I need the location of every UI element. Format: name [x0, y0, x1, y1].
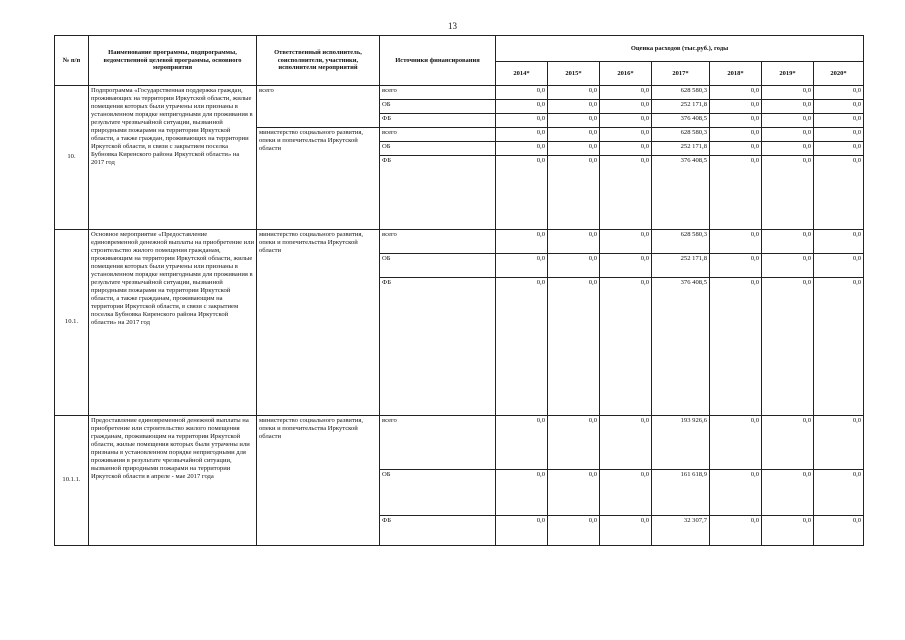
- header-year: 2016*: [600, 62, 652, 86]
- value-cell: 0,0: [600, 114, 652, 128]
- value-cell: 0,0: [762, 470, 814, 516]
- program-name: Основное мероприятие «Предоставление единовременной денежной выплаты на приобретение или строительство жилого помещения гражданам, проживающим на территории Иркутской области, жилые помещения которых были утрачены или признаны в установленном порядке непригодными для проживания в результате чрезвычайной ситуации, вызванной природными пожарами на территории Иркутской области, а также гражданам, проживающим на территории Иркутской области, в связи с закрытием поселка Бубновка Киренского района Иркутской области» на 2017 год: [89, 230, 257, 416]
- value-cell: 161 618,9: [652, 470, 710, 516]
- value-cell: 0,0: [814, 278, 864, 416]
- value-cell: 0,0: [496, 100, 548, 114]
- value-cell: 0,0: [496, 416, 548, 470]
- value-cell: 0,0: [600, 128, 652, 142]
- funding-source: всего: [380, 230, 496, 254]
- funding-source: ФБ: [380, 516, 496, 546]
- funding-source: ОБ: [380, 254, 496, 278]
- value-cell: 0,0: [710, 516, 762, 546]
- value-cell: 0,0: [548, 114, 600, 128]
- value-cell: 0,0: [762, 156, 814, 230]
- value-cell: 0,0: [814, 142, 864, 156]
- value-cell: 0,0: [710, 230, 762, 254]
- value-cell: 0,0: [600, 416, 652, 470]
- funding-source: всего: [380, 86, 496, 100]
- value-cell: 0,0: [762, 114, 814, 128]
- value-cell: 0,0: [548, 254, 600, 278]
- funding-source: ОБ: [380, 100, 496, 114]
- value-cell: 0,0: [600, 278, 652, 416]
- value-cell: 0,0: [496, 128, 548, 142]
- table-row: [55, 230, 864, 254]
- value-cell: 0,0: [496, 470, 548, 516]
- value-cell: 0,0: [600, 86, 652, 100]
- value-cell: 0,0: [600, 142, 652, 156]
- value-cell: 376 408,5: [652, 156, 710, 230]
- header-year: 2018*: [710, 62, 762, 86]
- value-cell: 0,0: [814, 516, 864, 546]
- table-row: [55, 416, 864, 470]
- value-cell: 0,0: [548, 516, 600, 546]
- value-cell: 0,0: [710, 416, 762, 470]
- page-number: 13: [448, 21, 457, 31]
- funding-source: всего: [380, 128, 496, 142]
- value-cell: 0,0: [548, 142, 600, 156]
- header-source: Источники финансирования: [380, 36, 496, 86]
- value-cell: 0,0: [600, 100, 652, 114]
- header-name: Наименование программы, подпрограммы, ведомственной целевой программы, основного мероприятия: [89, 36, 257, 86]
- row-number: 10.1.1.: [55, 416, 89, 546]
- value-cell: 628 580,3: [652, 86, 710, 100]
- value-cell: 0,0: [548, 278, 600, 416]
- program-name: Предоставление единовременной денежной выплаты на приобретение или строительство жилого помещения гражданам, проживающим на территории Иркутской области, жилые помещения которых были утрачены или признаны в установленном порядке непригодными для проживания в результате чрезвычайной ситуации, вызванной природными пожарами на территории Иркутской области в апреле - мае 2017 года: [89, 416, 257, 546]
- header-executor: Ответственный исполнитель, соисполнители, участники, исполнители мероприятий: [257, 36, 380, 86]
- value-cell: 0,0: [814, 470, 864, 516]
- header-year: 2015*: [548, 62, 600, 86]
- value-cell: 0,0: [496, 254, 548, 278]
- value-cell: 628 580,3: [652, 128, 710, 142]
- value-cell: 0,0: [762, 142, 814, 156]
- value-cell: 0,0: [548, 100, 600, 114]
- value-cell: 0,0: [710, 114, 762, 128]
- funding-source: ОБ: [380, 470, 496, 516]
- value-cell: 0,0: [548, 470, 600, 516]
- value-cell: 0,0: [496, 114, 548, 128]
- value-cell: 0,0: [762, 516, 814, 546]
- executor-cell: министерство социального развития, опеки и попечительства Иркутской области: [257, 230, 380, 416]
- header-year: 2017*: [652, 62, 710, 86]
- row-number: 10.1.: [55, 230, 89, 416]
- value-cell: 376 408,5: [652, 114, 710, 128]
- header-year: 2020*: [814, 62, 864, 86]
- value-cell: 0,0: [600, 230, 652, 254]
- value-cell: 0,0: [710, 254, 762, 278]
- value-cell: 0,0: [548, 230, 600, 254]
- value-cell: 193 926,6: [652, 416, 710, 470]
- funding-source: ФБ: [380, 278, 496, 416]
- funding-source: ОБ: [380, 142, 496, 156]
- value-cell: 0,0: [710, 470, 762, 516]
- value-cell: 0,0: [600, 470, 652, 516]
- value-cell: 0,0: [548, 156, 600, 230]
- value-cell: 0,0: [496, 278, 548, 416]
- value-cell: 628 580,3: [652, 230, 710, 254]
- value-cell: 0,0: [814, 86, 864, 100]
- header-estimate: Оценка расходов (тыс.руб.), годы: [496, 36, 864, 62]
- value-cell: 0,0: [762, 230, 814, 254]
- value-cell: 0,0: [814, 114, 864, 128]
- value-cell: 0,0: [814, 230, 864, 254]
- value-cell: 252 171,8: [652, 254, 710, 278]
- value-cell: 0,0: [496, 230, 548, 254]
- value-cell: 0,0: [814, 100, 864, 114]
- program-name: Подпрограмма «Государственная поддержка граждан, проживающих на территории Иркутской области, жилые помещения которых были утрачены или признаны в установленном порядке непригодными для проживания в результате чрезвычайной ситуации, вызванной природными пожарами на территории Иркутской области, а также граждан, проживающих на территории Иркутской области, в связи с закрытием поселка Бубновка Киренского района Иркутской области» на 2017 год: [89, 86, 257, 230]
- value-cell: 0,0: [548, 86, 600, 100]
- value-cell: 0,0: [600, 254, 652, 278]
- value-cell: 252 171,8: [652, 100, 710, 114]
- funding-source: ФБ: [380, 114, 496, 128]
- value-cell: 0,0: [496, 86, 548, 100]
- value-cell: 252 171,8: [652, 142, 710, 156]
- value-cell: 0,0: [710, 278, 762, 416]
- value-cell: 0,0: [762, 86, 814, 100]
- value-cell: 0,0: [496, 156, 548, 230]
- value-cell: 0,0: [600, 156, 652, 230]
- row-number: 10.: [55, 86, 89, 230]
- value-cell: 0,0: [814, 254, 864, 278]
- value-cell: 0,0: [814, 128, 864, 142]
- table-body: [55, 86, 864, 546]
- value-cell: 0,0: [548, 128, 600, 142]
- header-num: № п/п: [55, 36, 89, 86]
- budget-table: [54, 35, 864, 546]
- executor-cell: министерство социального развития, опеки и попечительства Иркутской области: [257, 416, 380, 546]
- funding-source: ФБ: [380, 156, 496, 230]
- value-cell: 0,0: [548, 416, 600, 470]
- value-cell: 0,0: [710, 156, 762, 230]
- header-year: 2019*: [762, 62, 814, 86]
- value-cell: 0,0: [496, 142, 548, 156]
- executor-cell: министерство социального развития, опеки и попечительства Иркутской области: [257, 128, 380, 230]
- value-cell: 0,0: [762, 100, 814, 114]
- value-cell: 0,0: [814, 156, 864, 230]
- value-cell: 0,0: [762, 416, 814, 470]
- value-cell: 0,0: [710, 142, 762, 156]
- value-cell: 0,0: [762, 128, 814, 142]
- value-cell: 376 408,5: [652, 278, 710, 416]
- funding-source: всего: [380, 416, 496, 470]
- value-cell: 0,0: [710, 128, 762, 142]
- value-cell: 0,0: [496, 516, 548, 546]
- value-cell: 0,0: [762, 278, 814, 416]
- value-cell: 0,0: [762, 254, 814, 278]
- value-cell: 0,0: [710, 86, 762, 100]
- executor-cell: всего: [257, 86, 380, 128]
- value-cell: 0,0: [710, 100, 762, 114]
- value-cell: 0,0: [814, 416, 864, 470]
- header-year: 2014*: [496, 62, 548, 86]
- value-cell: 0,0: [600, 516, 652, 546]
- table-row: [55, 86, 864, 100]
- value-cell: 32 307,7: [652, 516, 710, 546]
